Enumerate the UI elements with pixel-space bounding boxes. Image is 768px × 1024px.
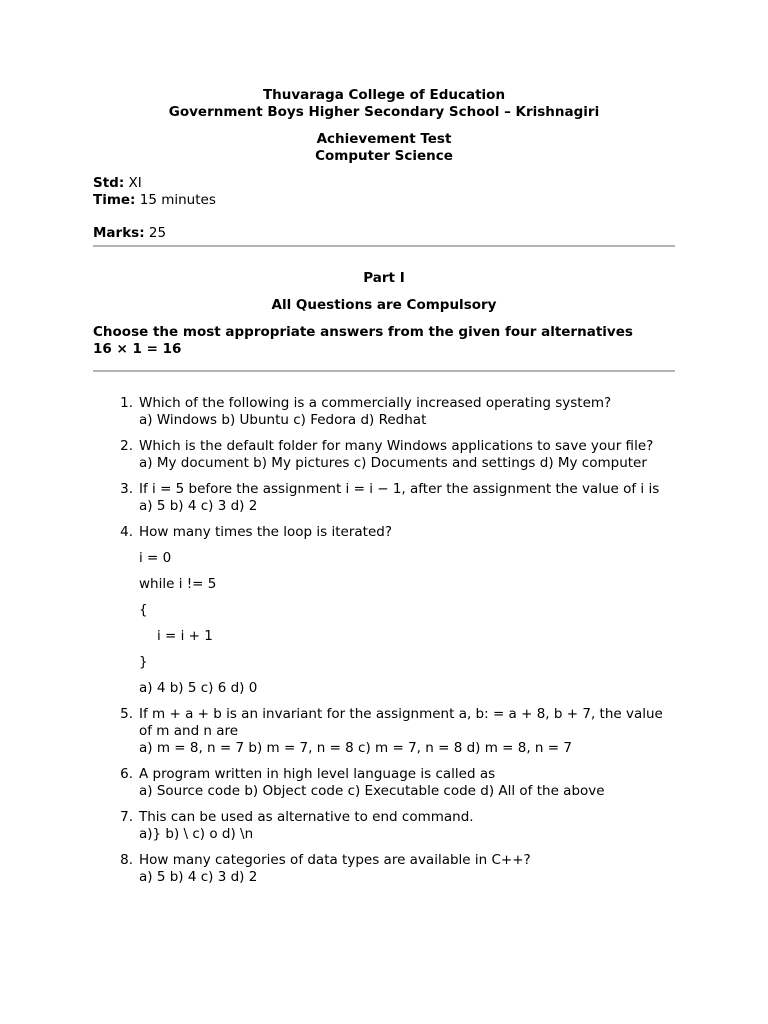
instructions [93, 324, 675, 358]
question-number: 7. [120, 809, 133, 825]
divider [93, 245, 675, 247]
question-number: 3. [120, 481, 133, 497]
exam-meta [93, 175, 675, 209]
question-text: How many times the loop is iterated? [139, 524, 392, 540]
question-list [93, 395, 675, 886]
question-number: 4. [120, 524, 133, 540]
question-options: a) m = 8, n = 7 b) m = 7, n = 8 c) m = 7, n = 8 d) m = 8, n = 7 [139, 740, 572, 756]
divider [93, 370, 675, 372]
std-line [93, 175, 675, 192]
question-number: 5. [120, 706, 133, 722]
question-options: a) My document b) My pictures c) Documents and settings d) My computer [139, 455, 647, 471]
question-number: 2. [120, 438, 133, 454]
question-item [93, 852, 675, 886]
std-value: XI [124, 175, 142, 191]
question-options: a) Windows b) Ubuntu c) Fedora d) Redhat [139, 412, 427, 428]
marks-formula: 16 × 1 = 16 [93, 341, 182, 357]
question-options: a) 4 b) 5 c) 6 d) 0 [139, 680, 258, 696]
marks-value: 25 [144, 225, 167, 241]
time-line [93, 192, 675, 209]
marks-line [93, 225, 675, 242]
document-header [93, 87, 675, 121]
question-text: Which is the default folder for many Windows applications to save your file? [139, 438, 654, 454]
part-title: Part I [363, 270, 405, 286]
question-item [93, 438, 675, 472]
question-item [93, 481, 675, 515]
test-name: Achievement Test [316, 131, 452, 147]
test-heading [93, 131, 675, 165]
code-line: } [139, 654, 148, 670]
time-value: 15 minutes [135, 192, 216, 208]
school-name: Government Boys Higher Secondary School – Krishnagiri [168, 104, 600, 120]
question-number: 8. [120, 852, 133, 868]
question-options: a) 5 b) 4 c) 3 d) 2 [139, 869, 258, 885]
question-text: How many categories of data types are available in C++? [139, 852, 531, 868]
code-line: while i != 5 [139, 576, 217, 592]
time-label: Time: [93, 192, 136, 208]
question-text: If i = 5 before the assignment i = i − 1, after the assignment the value of i is [139, 481, 660, 497]
code-line: i = i + 1 [157, 628, 213, 644]
college-name: Thuvaraga College of Education [262, 87, 506, 103]
question-item [93, 706, 675, 757]
marks-label: Marks: [93, 225, 145, 241]
question-number: 1. [120, 395, 133, 411]
question-item [93, 766, 675, 800]
question-number: 6. [120, 766, 133, 782]
question-options: a) 5 b) 4 c) 3 d) 2 [139, 498, 258, 514]
subject-name: Computer Science [315, 148, 453, 164]
question-options: a)} b) \ c) o d) \n [139, 826, 254, 842]
question-options: a) Source code b) Object code c) Executable code d) All of the above [139, 783, 605, 799]
exam-paper [93, 87, 675, 895]
code-line: { [139, 602, 148, 618]
question-item [93, 809, 675, 843]
compulsory-note: All Questions are Compulsory [271, 297, 497, 313]
question-text: If m + a + b is an invariant for the assignment a, b: = a + 8, b + 7, the value of m and n are [139, 706, 663, 739]
question-text: A program written in high level language is called as [139, 766, 496, 782]
question-item [93, 395, 675, 429]
std-label: Std: [93, 175, 125, 191]
question-item [93, 524, 675, 697]
question-text: Which of the following is a commercially increased operating system? [139, 395, 612, 411]
code-line: i = 0 [139, 550, 172, 566]
question-text: This can be used as alternative to end command. [139, 809, 474, 825]
instruction-text: Choose the most appropriate answers from the given four alternatives [93, 324, 633, 340]
